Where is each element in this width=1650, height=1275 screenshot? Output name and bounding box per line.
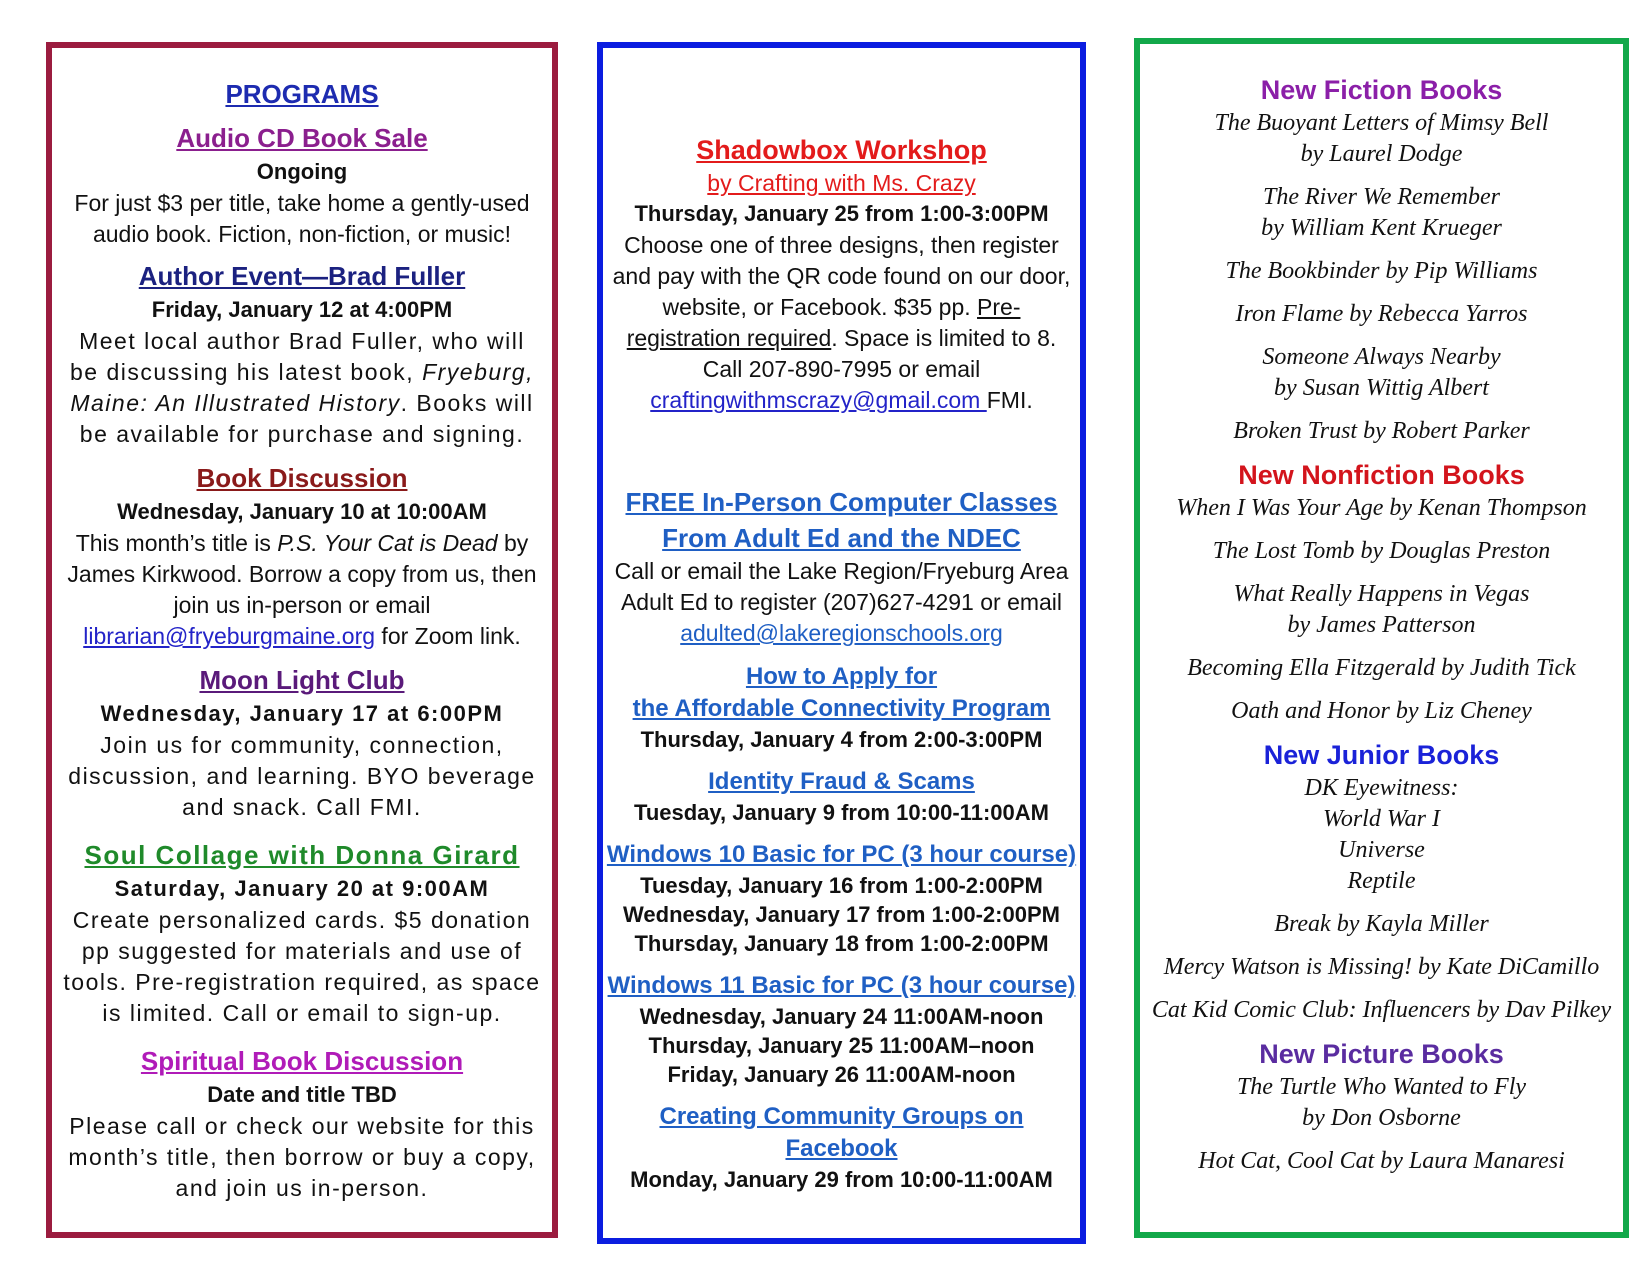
book-section <box>1140 1036 1623 1177</box>
book-line: World War I <box>1323 806 1440 832</box>
author-event-body: Meet local author Brad Fuller, who will be discussing his latest book, Fryeburg, Maine: An Illustrated History. Books will be available for purchase and signing. <box>70 328 534 447</box>
book-item <box>1140 182 1623 244</box>
workshop-subtitle: by Crafting with Ms. Crazy <box>707 170 976 196</box>
book-line: DK Eyewitness: <box>1304 775 1459 801</box>
classes-column <box>597 42 1086 1244</box>
new-books-column <box>1134 38 1629 1238</box>
book-item <box>1140 536 1623 567</box>
book-item <box>1140 493 1623 524</box>
book-item <box>1140 108 1623 170</box>
crafting-email-link[interactable]: craftingwithmscrazy@gmail.com <box>650 387 987 413</box>
class-time: Tuesday, January 16 from 1:00-2:00PM <box>640 873 1043 898</box>
book-item <box>1140 416 1623 447</box>
soul-collage-body: Create personalized cards. $5 donation pp suggested for materials and use of tools. Pre-registration required, as space is limited. Call or email to sign-up. <box>63 907 541 1026</box>
computer-classes-title: FREE In-Person Computer Classes From Adult Ed and the NDEC <box>625 487 1058 553</box>
author-event-title: Author Event—Brad Fuller <box>138 261 466 291</box>
class-item <box>603 839 1080 958</box>
book-section <box>1140 457 1623 727</box>
book-item <box>1140 342 1623 404</box>
book-line: Universe <box>1338 837 1425 863</box>
book-discussion-body: This month’s title is P.S. Your Cat is Dead by James Kirkwood. Borrow a copy from us, then join us in-person or email librarian@fryeburgmaine.org for Zoom link. <box>67 530 537 649</box>
class-item <box>603 970 1080 1089</box>
workshop-when: Thursday, January 25 from 1:00-3:00PM <box>634 201 1049 226</box>
book-section <box>1140 737 1623 1026</box>
book-line: by James Patterson <box>1287 612 1476 638</box>
book-line: Oath and Honor by Liz Cheney <box>1231 698 1532 724</box>
book-line: by Susan Wittig Albert <box>1274 375 1489 401</box>
programs-column <box>46 42 558 1238</box>
book-section-heading: New Junior Books <box>1263 740 1500 770</box>
class-time: Wednesday, January 17 from 1:00-2:00PM <box>623 902 1060 927</box>
book-item <box>1140 773 1623 897</box>
book-item <box>1140 299 1623 330</box>
class-time: Friday, January 26 11:00AM-noon <box>667 1062 1016 1087</box>
book-line: Mercy Watson is Missing! by Kate DiCamillo <box>1163 954 1600 980</box>
class-item <box>603 766 1080 827</box>
moon-light-title: Moon Light Club <box>199 665 405 695</box>
book-item <box>1140 1072 1623 1134</box>
book-item <box>1140 995 1623 1026</box>
spiritual-title: Spiritual Book Discussion <box>140 1046 464 1076</box>
class-item <box>603 1101 1080 1194</box>
librarian-email-link[interactable]: librarian@fryeburgmaine.org <box>83 623 376 649</box>
book-line: Iron Flame by Rebecca Yarros <box>1235 301 1528 327</box>
class-title-link[interactable]: the Affordable Connectivity Program <box>632 695 1051 722</box>
class-title-link[interactable]: Creating Community Groups on Facebook <box>659 1103 1024 1162</box>
book-line: by Don Osborne <box>1302 1105 1461 1131</box>
class-time: Thursday, January 4 from 2:00-3:00PM <box>640 727 1043 752</box>
book-line: The Buoyant Letters of Mimsy Bell <box>1214 110 1549 136</box>
book-discussion-when: Wednesday, January 10 at 10:00AM <box>117 499 487 524</box>
moon-light-body: Join us for community, connection, discussion, and learning. BYO beverage and snack. Call FMI. <box>68 732 536 820</box>
book-lists <box>1140 72 1623 1177</box>
book-line: When I Was Your Age by Kenan Thompson <box>1176 495 1587 521</box>
book-line: Break by Kayla Miller <box>1274 911 1489 937</box>
class-time: Thursday, January 18 from 1:00-2:00PM <box>634 931 1049 956</box>
class-title-link[interactable]: Windows 11 Basic for PC (3 hour course) <box>607 972 1076 999</box>
book-line: Becoming Ella Fitzgerald by Judith Tick <box>1187 655 1576 681</box>
book-item <box>1140 256 1623 287</box>
author-event-when: Friday, January 12 at 4:00PM <box>151 297 453 322</box>
class-item <box>603 661 1080 754</box>
class-time: Thursday, January 25 11:00AM–noon <box>648 1033 1035 1058</box>
book-section <box>1140 72 1623 447</box>
audio-cd-title: Audio CD Book Sale <box>176 123 428 153</box>
book-section-heading: New Fiction Books <box>1260 75 1503 105</box>
class-time: Wednesday, January 24 11:00AM-noon <box>639 1004 1044 1029</box>
book-section-heading: New Picture Books <box>1259 1039 1504 1069</box>
book-item <box>1140 579 1623 641</box>
book-line: The Bookbinder by Pip Williams <box>1225 258 1538 284</box>
book-line: Hot Cat, Cool Cat by Laura Manaresi <box>1198 1148 1565 1174</box>
book-line: by William Kent Krueger <box>1261 215 1502 241</box>
book-line: Reptile <box>1347 868 1416 894</box>
soul-collage-title: Soul Collage with Donna Girard <box>84 840 520 870</box>
spiritual-when: Date and title TBD <box>207 1082 397 1107</box>
audio-cd-when: Ongoing <box>256 159 348 184</box>
book-line: Broken Trust by Robert Parker <box>1233 418 1530 444</box>
class-title-link[interactable]: Identity Fraud & Scams <box>708 768 975 795</box>
author-book-title: Fryeburg, Maine: An Illustrated History <box>70 359 534 416</box>
workshop-body: Choose one of three designs, then register and pay with the QR code found on our door, website, or Facebook. $35 pp. Pre-registration required. Space is limited to 8. Call 207-890-7995 or email craftingwithmscrazy@gmail.com FMI. <box>612 232 1071 413</box>
book-line: The Lost Tomb by Douglas Preston <box>1212 538 1551 564</box>
book-section-heading: New Nonfiction Books <box>1238 460 1525 490</box>
class-title-link[interactable]: How to Apply for <box>745 663 938 690</box>
workshop-title: Shadowbox Workshop <box>696 135 987 165</box>
class-time: Monday, January 29 from 10:00-11:00AM <box>630 1167 1053 1192</box>
book-line: The River We Remember <box>1262 184 1501 210</box>
book-item <box>1140 1146 1623 1177</box>
book-item <box>1140 696 1623 727</box>
moon-light-when: Wednesday, January 17 at 6:00PM <box>100 701 504 726</box>
soul-collage-when: Saturday, January 20 at 9:00AM <box>114 876 490 901</box>
book-line: The Turtle Who Wanted to Fly <box>1236 1074 1527 1100</box>
book-discussion-title: Book Discussion <box>196 463 408 493</box>
book-line: What Really Happens in Vegas <box>1233 581 1530 607</box>
class-time: Tuesday, January 9 from 10:00-11:00AM <box>634 800 1049 825</box>
class-title-link[interactable]: Windows 10 Basic for PC (3 hour course) <box>606 841 1077 868</box>
spiritual-body: Please call or check our website for this month’s title, then borrow or buy a copy, and join us in-person. <box>68 1113 536 1201</box>
adulted-email-link[interactable]: adulted@lakeregionschools.org <box>680 620 1003 646</box>
computer-classes-body: Call or email the Lake Region/Fryeburg Area Adult Ed to register (207)627-4291 or email <box>614 558 1069 615</box>
book-line: Someone Always Nearby <box>1262 344 1501 370</box>
book-item <box>1140 952 1623 983</box>
programs-heading: PROGRAMS <box>225 79 379 109</box>
book-item <box>1140 653 1623 684</box>
book-line: by Laurel Dodge <box>1300 141 1463 167</box>
book-item <box>1140 909 1623 940</box>
book-line: Cat Kid Comic Club: Influencers by Dav Pilkey <box>1151 997 1612 1023</box>
class-list <box>603 661 1080 1194</box>
audio-cd-body: For just $3 per title, take home a gently-used audio book. Fiction, non-fiction, or music! <box>74 190 530 247</box>
prereg-required: Pre-registration required <box>626 294 1021 351</box>
